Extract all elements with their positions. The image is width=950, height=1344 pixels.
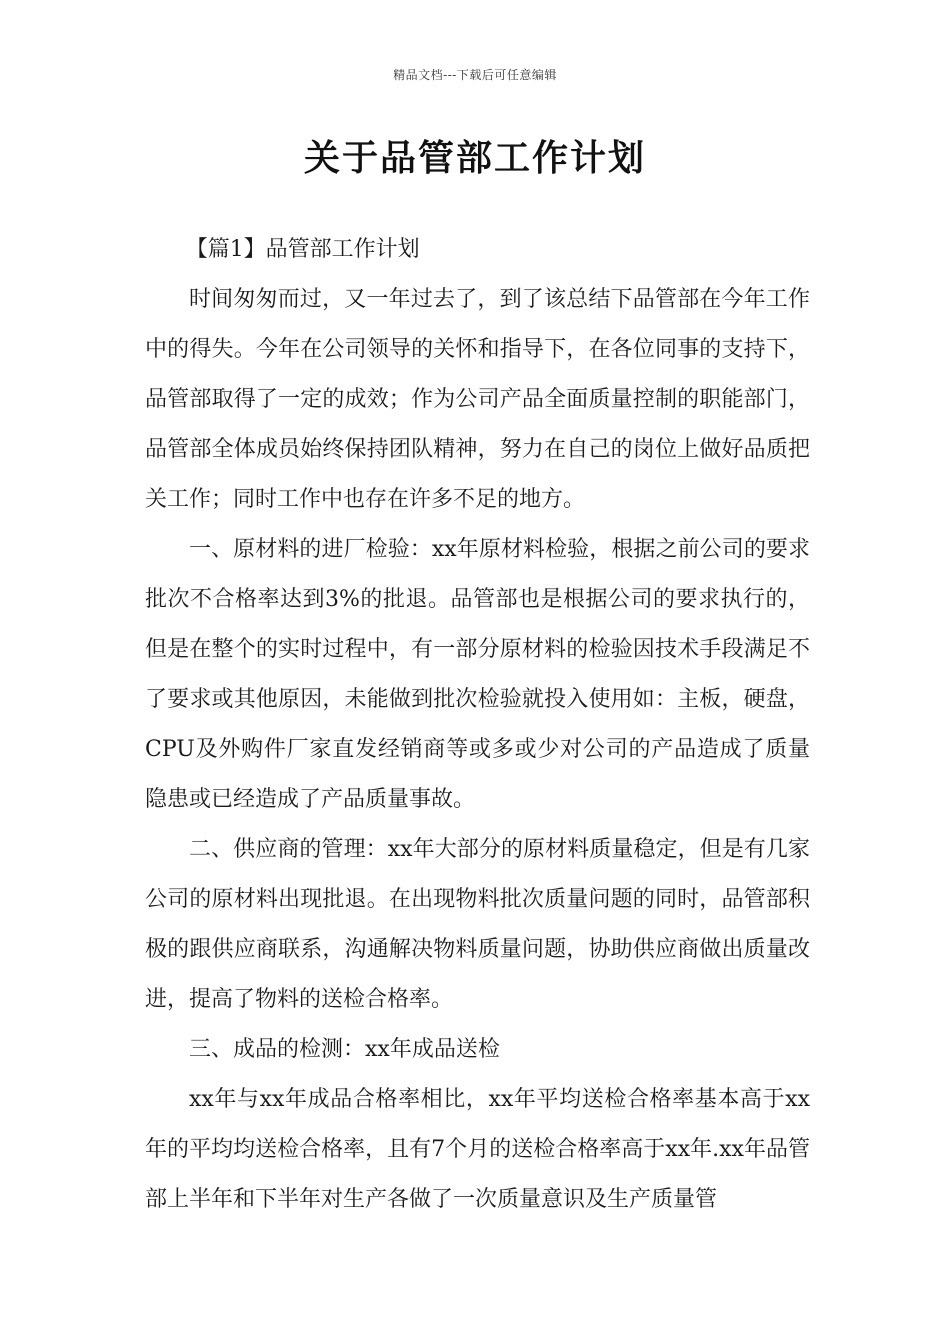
paragraph-supplier-management: 二、供应商的管理：xx年大部分的原材料质量稳定，但是有几家公司的原材料出现批退。在出现物料批次质量问题的同时，品管部积极的跟供应商联系，沟通解决物料质量问题，协助供应商做出质量改进，提高了物料的送检合格率。 — [145, 837, 810, 1012]
paragraph-raw-material-inspection: 一、原材料的进厂检验：xx年原材料检验，根据之前公司的要求批次不合格率达到3%的批退。品管部也是根据公司的要求执行的，但是在整个的实时过程中，有一部分原材料的检验因技术手段满足不了要求或其他原因，未能做到批次检验就投入使用如：主板，硬盘，CPU及外购件厂家直发经销商等或多或少对公司的产品造成了质量隐患或已经造成了产品质量事故。 — [145, 537, 810, 812]
paragraph-finished-product-rate: xx年与xx年成品合格率相比，xx年平均送检合格率基本高于xx年的平均均送检合格率，且有7个月的送检合格率高于xx年.xx年品管部上半年和下半年对生产各做了一次质量意识及生产质量管 — [145, 1087, 810, 1212]
paragraph-finished-product-heading: 三、成品的检测：xx年成品送检 — [189, 1037, 500, 1062]
section-heading: 【篇1】品管部工作计划 — [185, 237, 420, 262]
document-body — [145, 225, 810, 1225]
header-note: 精品文档---下载后可任意编辑 — [393, 68, 557, 82]
paragraph-intro: 时间匆匆而过，又一年过去了，到了该总结下品管部在今年工作中的得失。今年在公司领导的关怀和指导下，在各位同事的支持下，品管部取得了一定的成效；作为公司产品全面质量控制的职能部门，品管部全体成员始终保持团队精神，努力在自己的岗位上做好品质把关工作；同时工作中也存在许多不足的地方。 — [145, 287, 810, 512]
document-title: 关于品管部工作计划 — [303, 137, 646, 179]
